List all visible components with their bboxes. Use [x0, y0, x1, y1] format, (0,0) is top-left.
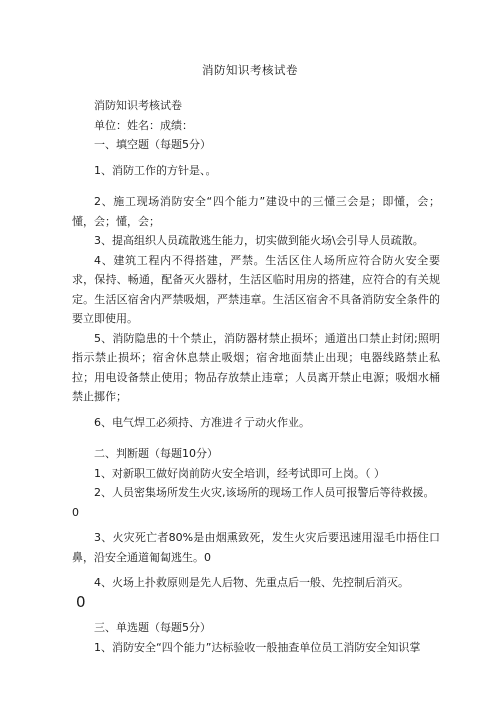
section1-question-5: 5、消防隐患的十个禁止，消防器材禁止损坏；通道出口禁止封闭;照明指示禁止损坏；宿舍休息禁止吸烟；宿舍地面禁止出现；电器线路禁止私拉；用电设备禁止使用；物品存放禁止违章；人员离开禁止电源；吸烟水桶禁止挪作； — [72, 331, 440, 403]
section1-question-2: 2、施工现场消防安全“四个能力”建设中的三懂三会是；即懂，会；懂，会；懂，会； — [72, 195, 440, 228]
section3-question-1: 1、消防安全“四个能力”达标验收一般抽查单位员工消防安全知识掌 — [94, 640, 421, 654]
section1-question-1: 1、消防工作的方针是、。 — [94, 163, 217, 177]
section1-heading: 一、填空题（每题5分） — [94, 138, 211, 151]
section2-question-2: 2、人员密集场所发生火灾,该场所的现场工作人员可报警后等待救援。 — [94, 486, 435, 499]
info-line: 单位：姓名：成绩： — [94, 118, 193, 132]
section1-question-6: 6、电气焊工必须持、方准进彳亍动火作业。 — [94, 415, 310, 429]
section1-question-4: 4、建筑工程内不得搭建，严禁。生活区住人场所应符合防火安全要求，保持、畅通，配备灭火器材，生活区临时用房的搭建，应符合的有关规定。生活区宿舍内严禁吸烟，严禁违章。生活区宿舍不具备消防安全条件的要立即使用。 — [72, 253, 440, 325]
section3-heading: 三、单选题（每题5分） — [94, 621, 211, 634]
document-body — [72, 96, 440, 657]
section2-question-4: 4、火场上扑救原则是先人后物、先重点后一般、先控制后消灭。 — [94, 576, 409, 589]
section2-question-4-mark: 0 — [76, 592, 86, 611]
document-subtitle: 消防知识考核试卷 — [94, 99, 182, 112]
document-title: 消防知识考核试卷 — [202, 63, 298, 77]
section1-question-3: 3、提高组织人员疏散逃生能力，切实做到能火场\会引导人员疏散。 — [94, 234, 424, 247]
section2-question-1: 1、对新职工做好岗前防火安全培训，经考试即可上岗。（ ） — [94, 466, 385, 480]
section2-heading: 二、判断题（每题10分） — [94, 447, 218, 460]
section2-question-3: 3、火灾死亡者80%是由烟熏致死，发生火灾后要迅速用湿毛巾捂住口鼻，沿安全通道匍匐逃生。0 — [72, 531, 440, 564]
section2-question-2-mark: 0 — [72, 505, 79, 519]
